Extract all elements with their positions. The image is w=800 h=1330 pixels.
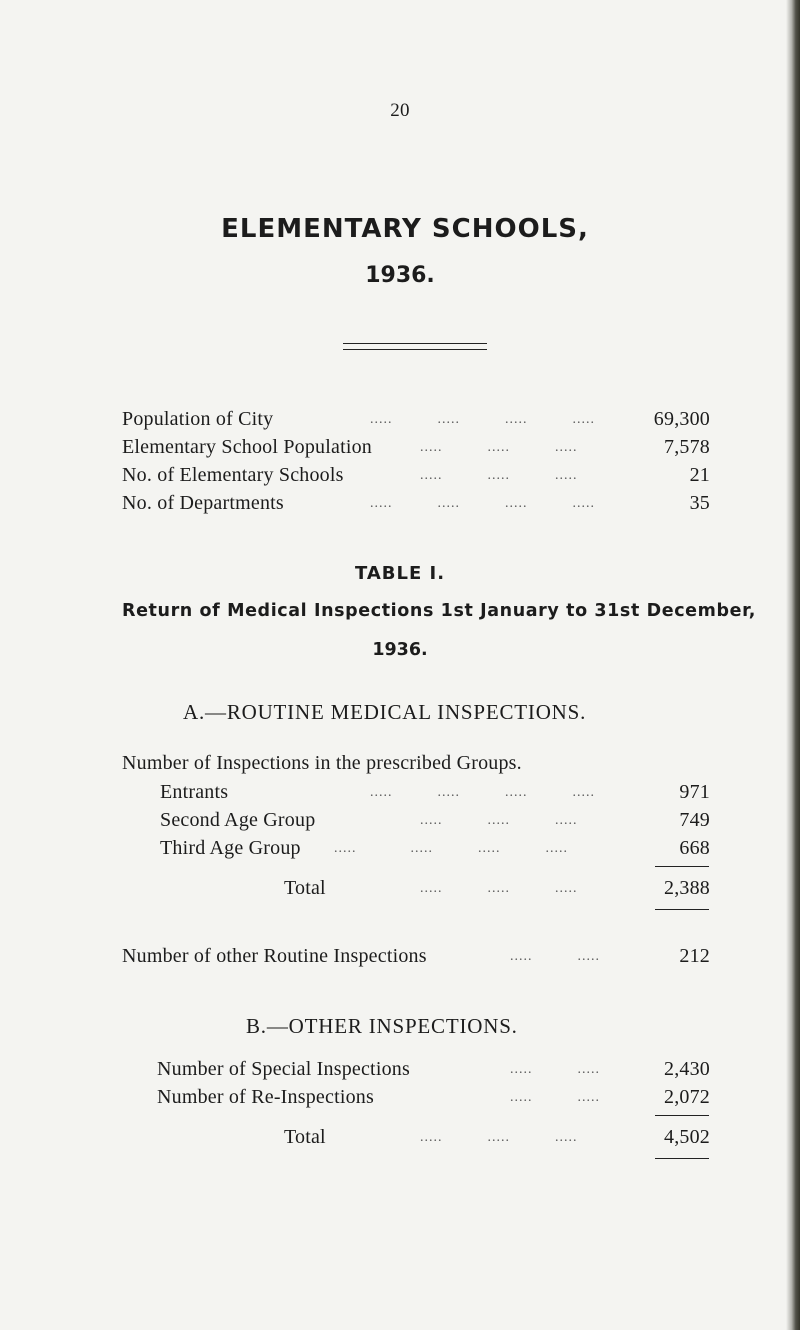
- subtotal-rule: [655, 1115, 709, 1116]
- leader-dots: ..... ..... .....: [420, 813, 578, 828]
- page-edge-shadow: [786, 0, 800, 1330]
- stat-value: 69,300: [653, 408, 710, 430]
- title-year: 1936.: [365, 263, 435, 288]
- leader-dots: ..... ..... .....: [420, 881, 578, 896]
- group-label: Entrants: [160, 781, 229, 803]
- group-label: Third Age Group: [160, 837, 301, 859]
- total-rule: [655, 1158, 709, 1159]
- other-routine-label: Number of other Routine Inspections: [122, 945, 427, 967]
- inspection-label: Number of Re-Inspections: [157, 1086, 374, 1108]
- stat-label: Elementary School Population: [122, 436, 373, 458]
- leader-dots: ..... ..... ..... .....: [370, 785, 595, 800]
- inspection-label: Number of Special Inspections: [157, 1058, 410, 1080]
- page-number: 20: [390, 100, 410, 121]
- subtotal-rule: [655, 866, 709, 867]
- section-b-heading: B.—OTHER INSPECTIONS.: [246, 1014, 518, 1038]
- total-rule: [655, 909, 709, 910]
- leader-dots: ..... ..... .....: [420, 1130, 578, 1145]
- title-rule-bottom: [343, 349, 487, 350]
- leader-dots: ..... ..... ..... .....: [370, 496, 595, 511]
- section-a-total-label: Total: [284, 877, 326, 899]
- stat-value: 7,578: [664, 436, 710, 458]
- leader-dots: ..... ..... ..... .....: [334, 841, 568, 856]
- section-a-intro: Number of Inspections in the prescribed Groups.: [122, 752, 522, 774]
- stat-value: 35: [689, 492, 710, 514]
- section-a-heading: A.—ROUTINE MEDICAL INSPECTIONS.: [183, 700, 587, 724]
- inspection-value: 2,430: [664, 1058, 710, 1080]
- stat-label: No. of Elementary Schools: [122, 464, 344, 486]
- other-routine-value: 212: [679, 945, 710, 967]
- stat-value: 21: [689, 464, 710, 486]
- leader-dots: ..... ..... .....: [420, 440, 578, 455]
- stat-label: No. of Departments: [122, 492, 284, 514]
- leader-dots: ..... ..... ..... .....: [370, 412, 595, 427]
- stat-label: Population of City: [122, 408, 274, 430]
- inspection-value: 2,072: [664, 1086, 710, 1108]
- table-subtitle-year: 1936.: [372, 640, 428, 660]
- title-rule-top: [343, 343, 487, 344]
- leader-dots: ..... .....: [510, 1090, 600, 1105]
- leader-dots: ..... .....: [510, 949, 600, 964]
- table-title: TABLE I.: [354, 563, 446, 584]
- leader-dots: ..... .....: [510, 1062, 600, 1077]
- group-value: 668: [679, 837, 710, 859]
- group-value: 971: [679, 781, 710, 803]
- section-b-total-value: 4,502: [664, 1126, 710, 1148]
- group-label: Second Age Group: [160, 809, 316, 831]
- group-value: 749: [679, 809, 710, 831]
- table-subtitle: Return of Medical Inspections 1st January to 31st December,: [122, 601, 756, 621]
- section-a-total-value: 2,388: [664, 877, 710, 899]
- page-title: ELEMENTARY SCHOOLS,: [221, 214, 589, 244]
- section-b-total-label: Total: [284, 1126, 326, 1148]
- leader-dots: ..... ..... .....: [420, 468, 578, 483]
